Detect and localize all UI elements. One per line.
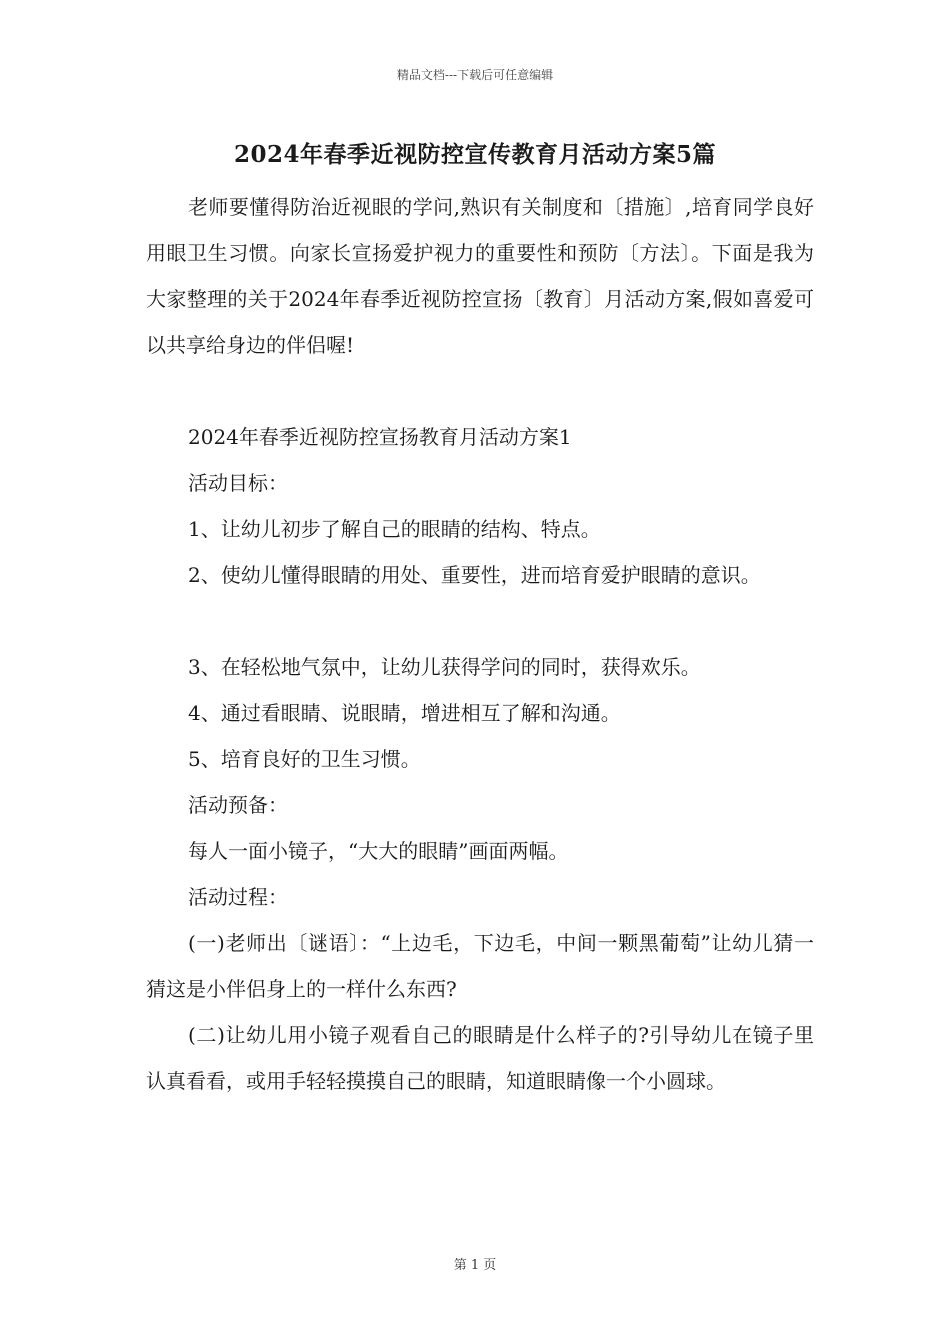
process-heading: 活动过程：	[188, 885, 288, 909]
goal-heading: 活动目标：	[188, 471, 288, 495]
page-footer: 第 1 页	[453, 1258, 497, 1273]
page-header: 精品文档---下载后可任意编辑	[396, 68, 554, 82]
section-title: 2024年春季近视防控宣扬教育月活动方案1	[188, 425, 572, 449]
document-body	[146, 184, 814, 1104]
goal-item: 1、让幼儿初步了解自己的眼睛的结构、特点。	[188, 517, 601, 541]
process-item: (二)让幼儿用小镜子观看自己的眼睛是什么样子的?引导幼儿在镜子里认真看看，或用手轻轻摸摸自己的眼睛，知道眼睛像一个小圆球。	[146, 1023, 814, 1093]
goal-item: 2、使幼儿懂得眼睛的用处、重要性，进而培育爱护眼睛的意识。	[188, 563, 761, 587]
document-title: 2024年春季近视防控宣传教育月活动方案5篇	[233, 141, 717, 168]
spacer	[146, 598, 814, 644]
spacer	[146, 368, 814, 414]
process-item: (一)老师出〔谜语〕：“上边毛，下边毛，中间一颗黑葡萄”让幼儿猜一猜这是小伴侣身上的一样什么东西?	[146, 931, 814, 1001]
goal-item: 3、在轻松地气氛中，让幼儿获得学问的同时，获得欢乐。	[188, 655, 701, 679]
goal-item: 4、通过看眼睛、说眼睛，增进相互了解和沟通。	[188, 701, 621, 725]
prep-heading: 活动预备：	[188, 793, 288, 817]
goal-item: 5、培育良好的卫生习惯。	[188, 747, 421, 771]
intro-paragraph: 老师要懂得防治近视眼的学问,熟识有关制度和〔措施〕,培育同学良好用眼卫生习惯。向家长宣扬爱护视力的重要性和预防〔方法〕。下面是我为大家整理的关于2024年春季近视防控宣扬〔教育〕月活动方案,假如喜爱可以共享给身边的伴侣喔!	[146, 195, 814, 357]
prep-text: 每人一面小镜子，“大大的眼睛”画面两幅。	[188, 839, 569, 863]
